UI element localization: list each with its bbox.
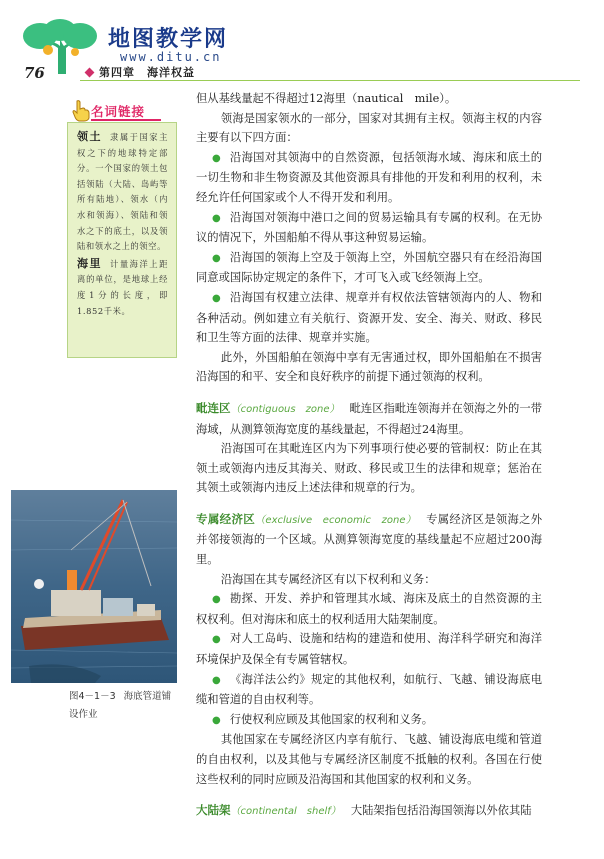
bullet-text: 沿海国对领海中港口之间的贸易运输具有专属的权利。在无协议的情况下，外国船舶不得从事这种贸易运输。	[196, 210, 542, 245]
section-term-en: （contiguous zone）	[230, 403, 340, 415]
section-term-en: （exclusive economic zone）	[255, 514, 417, 526]
header-divider	[80, 80, 580, 81]
pipeline-laying-photo	[11, 490, 177, 683]
bullet-item	[196, 248, 542, 288]
contiguous-zone-heading	[196, 399, 542, 439]
glossary-term: 海里	[77, 256, 103, 270]
bullet-text: 沿海国有权建立法律、规章并有权依法管辖领海内的人、物和各种活动。例如建立有关航行、资源开发、安全、海关、财政、移民和卫生等方面的法律、规章并实施。	[196, 290, 542, 345]
eez-heading	[196, 510, 542, 570]
chapter-title: 第四章 海洋权益	[99, 66, 195, 79]
section-lead-text: 毗连区指毗连领海并在领海之外的一带海域，从测算领海宽度的基线量起，不得超过24海里。	[196, 401, 542, 436]
bullet-text: 沿海国的领海上空及于领海上空，外国航空器只有在经沿海国同意或国际协定规定的条件下，才可飞入或飞经领海上空。	[196, 250, 542, 285]
site-url: www.ditu.cn	[120, 50, 222, 64]
pointing-hand-icon	[71, 100, 91, 122]
figure-label: 图4－1－3	[69, 691, 116, 702]
bullet-item	[196, 670, 542, 710]
section-term: 毗连区	[196, 400, 231, 415]
site-title: 地图教学网	[108, 27, 229, 52]
bullet-dot-icon: ●	[212, 594, 221, 606]
figure-caption-text: 海底管道铺设作业	[69, 691, 172, 720]
bullet-dot-icon: ●	[212, 212, 221, 224]
glossary-definition: 计量海洋上距离的单位，是地球上经度1分的长度，即1.852千米。	[77, 258, 168, 316]
bullet-text: 沿海国对其领海中的自然资源，包括领海水域、海床和底土的一切生物和非生物资源及其他资源具有排他的开发和利用的权利，未经允许任何国家或个人不得开发和利用。	[196, 150, 542, 204]
bullet-dot-icon: ●	[212, 152, 221, 164]
paragraph: 沿海国可在其毗连区内为下列事项行使必要的管制权：防止在其领土或领海内违反其海关、财政、移民或卫生的法律和规章；惩治在其领土或领海内违反上述法律和规章的行为。	[196, 442, 542, 495]
bullet-item	[196, 148, 542, 208]
bullet-text: 勘探、开发、养护和管理其水域、海床及底土的自然资源的主权权利。但对海床和底土的权利适用大陆架制度。	[196, 592, 542, 626]
bullet-dot-icon: ●	[212, 634, 221, 646]
bullet-item	[196, 589, 542, 629]
bullet-item	[196, 629, 542, 669]
paragraph: 其他国家在专属经济区内享有航行、飞越、铺设海底电缆和管道的自由权利，以及其他与专属经济区制度不抵触的权利。各国在行使这些权利的同时应顾及沿海国和其他国家的权利和义务。	[196, 733, 542, 786]
bullet-text: 对人工岛屿、设施和结构的建造和使用、海洋科学研究和海洋环境保护及保全有专属管辖权。	[196, 632, 542, 667]
paragraph: 沿海国在其专属经济区有以下权利和义务：	[220, 572, 436, 586]
bullet-item	[196, 208, 542, 248]
section-term: 大陆架	[196, 803, 231, 818]
glossary-definition: 隶属于国家主权之下的地球特定部分。一个国家的领土包括领陆（大陆、岛屿等所有陆地）、领水（内水和领海）、领陆和领水之下的底土，以及领陆和领水之上的领空。	[77, 132, 168, 252]
continental-shelf-heading	[196, 801, 542, 822]
section-lead-text: 大陆架指包括沿海国领海以外依其陆	[350, 804, 532, 818]
glossary-box	[67, 122, 177, 358]
glossary-term: 领土	[77, 130, 103, 143]
bullet-text: 《海洋法公约》规定的其他权利，如航行、飞越、铺设海底电缆和管道的自由权利等。	[196, 672, 542, 707]
bullet-dot-icon: ●	[212, 674, 221, 686]
section-term-en: （continental shelf）	[230, 806, 341, 818]
glossary-entry	[77, 129, 168, 255]
glossary-badge-underline	[91, 119, 161, 121]
figure-caption	[69, 688, 174, 724]
paragraph: 领海是国家领水的一部分，国家对其拥有主权。领海主权的内容主要有以下四方面：	[196, 111, 542, 145]
glossary-entry	[77, 256, 168, 319]
glossary-badge: 名词链接	[91, 104, 146, 119]
bullet-text: 行使权利应顾及其他国家的权利和义务。	[229, 712, 434, 726]
bullet-dot-icon: ●	[212, 292, 221, 304]
main-text-column	[196, 89, 542, 822]
bullet-item	[196, 288, 542, 348]
section-term: 专属经济区	[196, 511, 256, 526]
bullet-dot-icon: ●	[212, 252, 221, 264]
section-lead-text: 专属经济区是领海之外并邻接领海的一个区域。从测算领海宽度的基线量起不应超过200海里。	[196, 512, 543, 567]
paragraph: 此外，外国船舶在领海中享有无害通过权，即外国船舶在不损害沿海国的和平、安全和良好秩序的前提下通过领海的权利。	[196, 350, 542, 384]
page-number: 76	[24, 64, 45, 82]
bullet-dot-icon: ●	[212, 714, 221, 726]
bullet-item	[196, 710, 542, 731]
paragraph: 但从基线量起不得超过12海里（nautical mile）。	[196, 92, 457, 105]
